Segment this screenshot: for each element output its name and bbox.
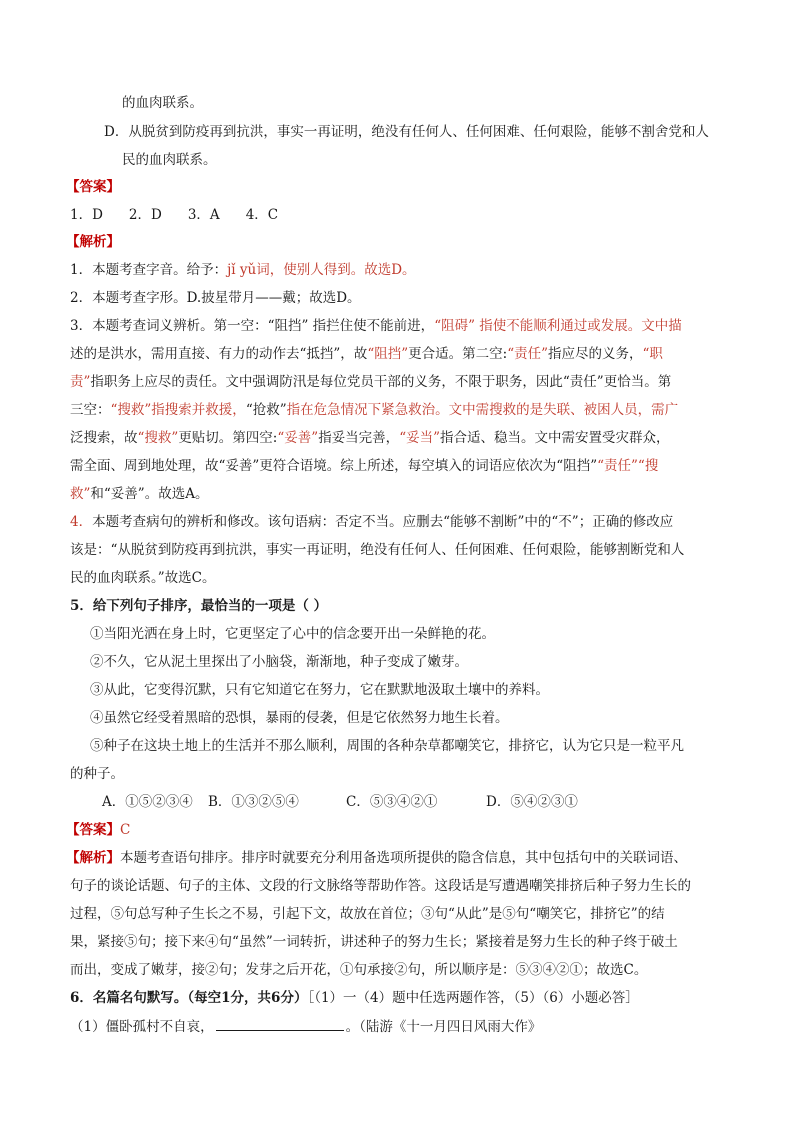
analysis-item-1-highlight: jǐ yǔ词，使别人得到。故选D。 — [227, 262, 416, 278]
highlight-span: “搜救”指搜索并救援， — [110, 402, 246, 418]
q5-sentence-3: ③从此，它变得沉默，只有它知道它在努力，它在默默地汲取土壤中的养料。 — [90, 682, 549, 698]
text-span: 指妥当完善， — [318, 430, 400, 446]
answer-1: 1．D — [70, 207, 103, 223]
analysis-item-3-line5 — [70, 429, 670, 447]
highlight-span: “妥善” — [277, 430, 319, 446]
text-span: 指职务上应尽的责任。文中强调防汛是每位党员干部的义务，不限于职务，因此“责任”更恰当。第 — [90, 374, 672, 390]
text-span: 3．本题考查词义辨析。第一空：“阻挡” 指拦住使不能前进， — [70, 318, 435, 334]
text-span: 和“妥善”。故选A。 — [90, 486, 209, 502]
option-c-tail: 的血肉联系。 — [122, 95, 203, 111]
q5-option-a: A．①⑤②③④ — [102, 794, 193, 810]
highlight-span: “阻碍” 指使不能顺利通过或发展。文中描 — [434, 318, 682, 334]
q5-analysis-tag: 【解析】 — [66, 850, 120, 866]
highlight-span: “责任” — [507, 346, 548, 362]
option-d-line1: D．从脱贫到防疫再到抗洪，事实一再证明，绝没有任何人、任何困难、任何艰险，能够不割舍党和人 — [104, 124, 709, 140]
q6-stem-score: （每空1分，共6分） — [187, 990, 308, 1006]
q6-item-1-blank[interactable] — [216, 1017, 344, 1031]
analysis-item-3-line3 — [70, 373, 671, 391]
q5-option-b: B．①③②⑤④ — [208, 794, 299, 810]
text-span: 泛搜索，故 — [70, 430, 138, 446]
text-span: 三空： — [70, 402, 111, 418]
q5-sentence-5: ⑤种子在这块土地上的生活并不那么顺利，周围的各种杂草都嘲笑它，排挤它，认为它只是一粒平凡 — [90, 738, 684, 754]
highlight-span: 指在危急情况下紧急救治。文中需搜救的是失联、被困人员，需广 — [286, 402, 679, 418]
analysis-item-3-line2 — [70, 345, 663, 363]
q5-analysis-line1 — [66, 849, 687, 867]
analysis-item-4-line3: 民的血肉联系。”故选C。 — [70, 570, 216, 586]
q6-item-1-suffix: 。（陆游《十一月四日风雨大作》 — [345, 1019, 542, 1035]
q6-item-1 — [70, 1017, 541, 1036]
text-span: 更贴切。第四空: — [178, 430, 278, 446]
answer-3: 3．A — [187, 207, 220, 223]
text-span: 需全面、周到地处理，故“妥善”更符合语境。综上所述，每空填入的词语应依次为“阻挡” — [70, 458, 598, 474]
highlight-span: “职 — [642, 346, 663, 362]
q5-option-c: C．⑤③④②① — [346, 794, 438, 810]
q5-answer-tag: 【答案】 — [66, 822, 120, 838]
analysis-item-3-line1 — [70, 317, 682, 335]
q6-stem-title: 6．名篇名句默写。 — [70, 990, 188, 1006]
highlight-span: “阻挡” — [367, 346, 409, 362]
q5-analysis-line5: 而出，变成了嫩芽，接②句；发芽之后开花，①句承接②句，所以顺序是：⑤③④②①；故选C。 — [70, 962, 648, 978]
answer-4: 4．C — [245, 207, 279, 223]
q5-analysis-line4: 果，紧接⑤句；接下来④句“虽然”一词转折，讲述种子的努力生长；紧接着是努力生长的种子终于破土 — [70, 934, 678, 950]
highlight-span: 责” — [70, 374, 91, 390]
analysis-item-2: 2．本题考查字形。D.披星带月——戴；故选D。 — [70, 290, 361, 306]
answer-2: 2．D — [128, 207, 162, 223]
q6-stem — [70, 989, 639, 1007]
analysis-item-1-text: 1．本题考查字音。给予： — [70, 262, 228, 278]
analysis-item-3-line4 — [70, 401, 678, 419]
q5-option-d: D．⑤④②③① — [486, 794, 578, 810]
analysis-tag: 【解析】 — [66, 234, 120, 250]
text-span: 指应尽的义务， — [548, 346, 643, 362]
analysis-item-4-line2: 该是：“从脱贫到防疫再到抗洪，事实一再证明，绝没有任何人、任何困难、任何艰险，能够割断党和人 — [70, 542, 685, 558]
analysis-item-3-line6 — [70, 457, 658, 475]
answer-list — [70, 206, 278, 224]
q5-sentence-2: ②不久，它从泥土里探出了小脑袋，渐渐地，种子变成了嫩芽。 — [90, 654, 468, 670]
q5-sentence-1: ①当阳光洒在身上时，它更坚定了心中的信念要开出一朵鲜艳的花。 — [90, 626, 495, 642]
q5-answer — [66, 821, 130, 839]
highlight-span: 4． — [70, 514, 93, 530]
analysis-item-4-line1 — [70, 513, 673, 531]
text-span: 本题考查病句的辨析和修改。该句语病：否定不当。应删去“能够不割断”中的“不”；正确的修改应 — [92, 514, 674, 530]
q6-item-1-prefix: （1）僵卧孤村不自哀， — [70, 1019, 214, 1035]
q6-stem-instructions: ［（1）一（4）题中任选两题作答，（5）（6）小题必答］ — [307, 990, 639, 1006]
answer-tag: 【答案】 — [66, 179, 120, 195]
highlight-span: “搜救” — [137, 430, 179, 446]
q5-sentence-4: ④虽然它经受着黑暗的恐惧，暴雨的侵袭，但是它依然努力地生长着。 — [90, 710, 509, 726]
text-span: 指合适、稳当。文中需安置受灾群众， — [440, 430, 670, 446]
q5-analysis-line3: 过程，⑤句总写种子生长之不易，引起下文，故放在首位；③句“从此”是⑤句“嘲笑它，排挤它”的结 — [70, 906, 665, 922]
text-span: 述的是洪水，需用直接、有力的动作去“抵挡”，故 — [70, 346, 368, 362]
text-span: “抢救” — [245, 402, 287, 418]
highlight-span: “责任”“搜 — [597, 458, 659, 474]
q5-stem: 5．给下列句子排序，最恰当的一项是（ ） — [70, 598, 328, 614]
text-span: 本题考查语句排序。排序时就要充分利用备选项所提供的隐含信息，其中包括句中的关联词语、 — [120, 850, 687, 866]
text-span: 更合适。第二空: — [408, 346, 508, 362]
q5-analysis-line2: 句子的谈论话题、句子的主体、文段的行文脉络等帮助作答。这段话是写遭遇嘲笑排挤后种子努力生长的 — [70, 878, 691, 894]
highlight-span: “妥当” — [399, 430, 440, 446]
analysis-item-3-line7 — [70, 485, 208, 503]
highlight-span: 救” — [70, 486, 91, 502]
q5-answer-value: C — [120, 822, 131, 838]
option-d-line2: 民的血肉联系。 — [122, 152, 217, 168]
q5-sentence-5-tail: 的种子。 — [70, 766, 124, 782]
analysis-item-1 — [70, 261, 416, 279]
